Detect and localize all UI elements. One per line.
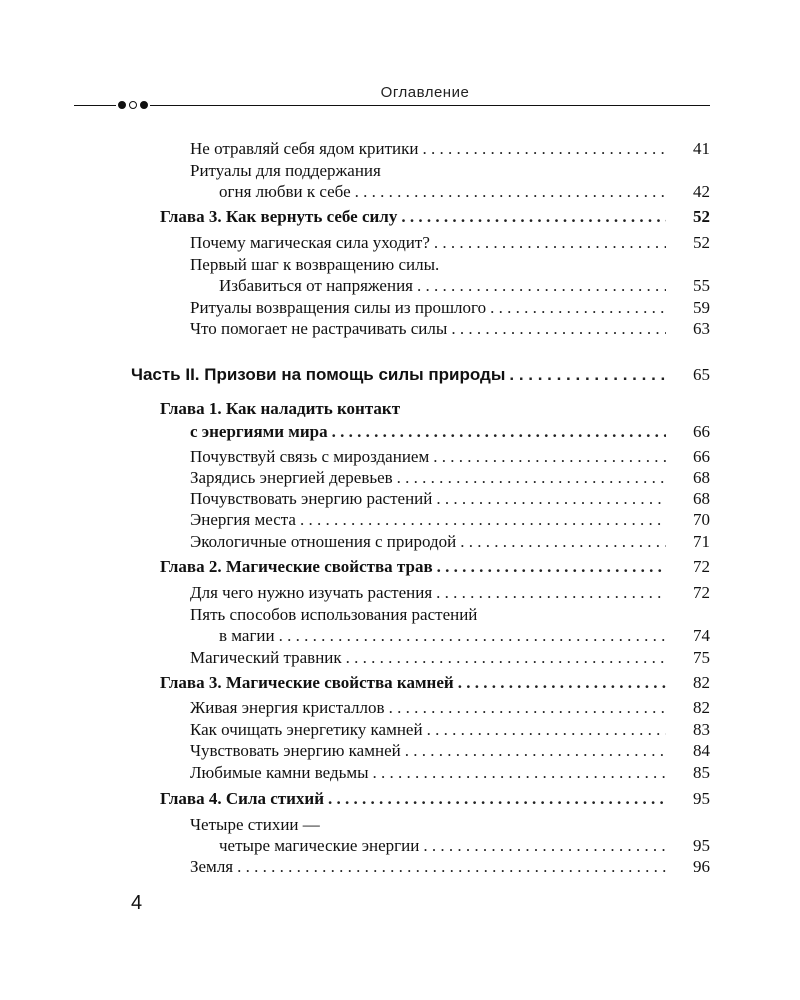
toc-entry: Ритуалы возвращения силы из прошлого . . . 59	[0, 297, 800, 319]
toc-entry: Почувствовать энергию растений . . . 68	[0, 488, 800, 510]
toc-entry: Почему магическая сила уходит? . . . 52	[0, 232, 800, 254]
toc-page: 65	[693, 365, 710, 384]
toc-chapter: Глава 1. Как наладить контакт	[160, 399, 401, 418]
toc-entry: Пять способов использования растений	[190, 605, 478, 624]
toc-page: 42	[693, 182, 710, 201]
toc-entry: огня любви к себе . . . 42	[0, 181, 800, 203]
toc-page: 85	[693, 763, 710, 782]
toc-entry: четыре магические энергии . . . 95	[0, 835, 800, 857]
toc-entry: Зарядись энергией деревьев . . . 68	[0, 467, 800, 489]
toc-entry: Почувствуй связь с мирозданием . . . 66	[0, 446, 800, 468]
toc-page: 52	[693, 233, 710, 252]
toc-entry: Четыре стихии —	[190, 815, 320, 834]
toc-entry: Земля . . . 96	[0, 856, 800, 878]
toc-page: 71	[693, 532, 710, 551]
toc-entry: Избавиться от напряжения . . . 55	[0, 275, 800, 297]
toc-page: 82	[693, 673, 710, 692]
toc-entry: Не отравляй себя ядом критики . . . 41	[0, 138, 800, 160]
header-rule	[74, 105, 710, 106]
toc-page: 95	[693, 789, 710, 808]
toc-page: 84	[693, 741, 710, 760]
toc-entry: Как очищать энергетику камней . . . 83	[0, 719, 800, 741]
toc-entry: Любимые камни ведьмы . . . 85	[0, 762, 800, 784]
toc-entry: Для чего нужно изучать растения . . . 72	[0, 582, 800, 604]
toc-entry: Экологичные отношения с природой . . . 71	[0, 531, 800, 553]
toc-entry: Что помогает не растрачивать силы . . . 63	[0, 318, 800, 340]
toc-chapter: Глава 3. Магические свойства камней . . . 82	[0, 672, 800, 694]
running-header: Оглавление	[380, 84, 470, 101]
toc-entry: Магический травник . . . 75	[0, 647, 800, 669]
toc-page: 63	[693, 319, 710, 338]
toc-entry: Чувствовать энергию камней . . . 84	[0, 740, 800, 762]
toc-page: 66	[693, 447, 710, 466]
toc-entry: Ритуалы для поддержания	[190, 161, 381, 180]
toc-page: 96	[693, 857, 710, 876]
toc-page: 70	[693, 510, 710, 529]
toc-page: 68	[693, 468, 710, 487]
toc-page: 68	[693, 489, 710, 508]
toc-page: 74	[693, 626, 710, 645]
page-number: 4	[131, 892, 143, 914]
toc-entry: Первый шаг к возвращению силы.	[190, 255, 440, 274]
toc-page: 52	[693, 207, 710, 226]
toc-page: 55	[693, 276, 710, 295]
toc-page: 72	[693, 557, 710, 576]
toc-page: 66	[693, 422, 710, 441]
toc-chapter: Глава 2. Магические свойства трав . . . 72	[0, 556, 800, 578]
toc-entry: Энергия места . . . 70	[0, 509, 800, 531]
toc-page: 72	[693, 583, 710, 602]
toc-page: 59	[693, 298, 710, 317]
toc-chapter: с энергиями мира . . . 66	[0, 421, 800, 443]
toc-page: 83	[693, 720, 710, 739]
toc-part: Часть II. Призови на помощь силы природы . . . 65	[0, 364, 800, 386]
toc-page: 82	[693, 698, 710, 717]
toc-chapter: Глава 4. Сила стихий . . . 95	[0, 788, 800, 810]
toc-chapter: Глава 3. Как вернуть себе силу . . . 52	[0, 206, 800, 228]
toc-entry: Живая энергия кристаллов . . . 82	[0, 697, 800, 719]
toc-page: 95	[693, 836, 710, 855]
toc-page: 75	[693, 648, 710, 667]
header-ornament	[116, 101, 150, 110]
toc-page: 41	[693, 139, 710, 158]
toc-entry: в магии . . . 74	[0, 625, 800, 647]
